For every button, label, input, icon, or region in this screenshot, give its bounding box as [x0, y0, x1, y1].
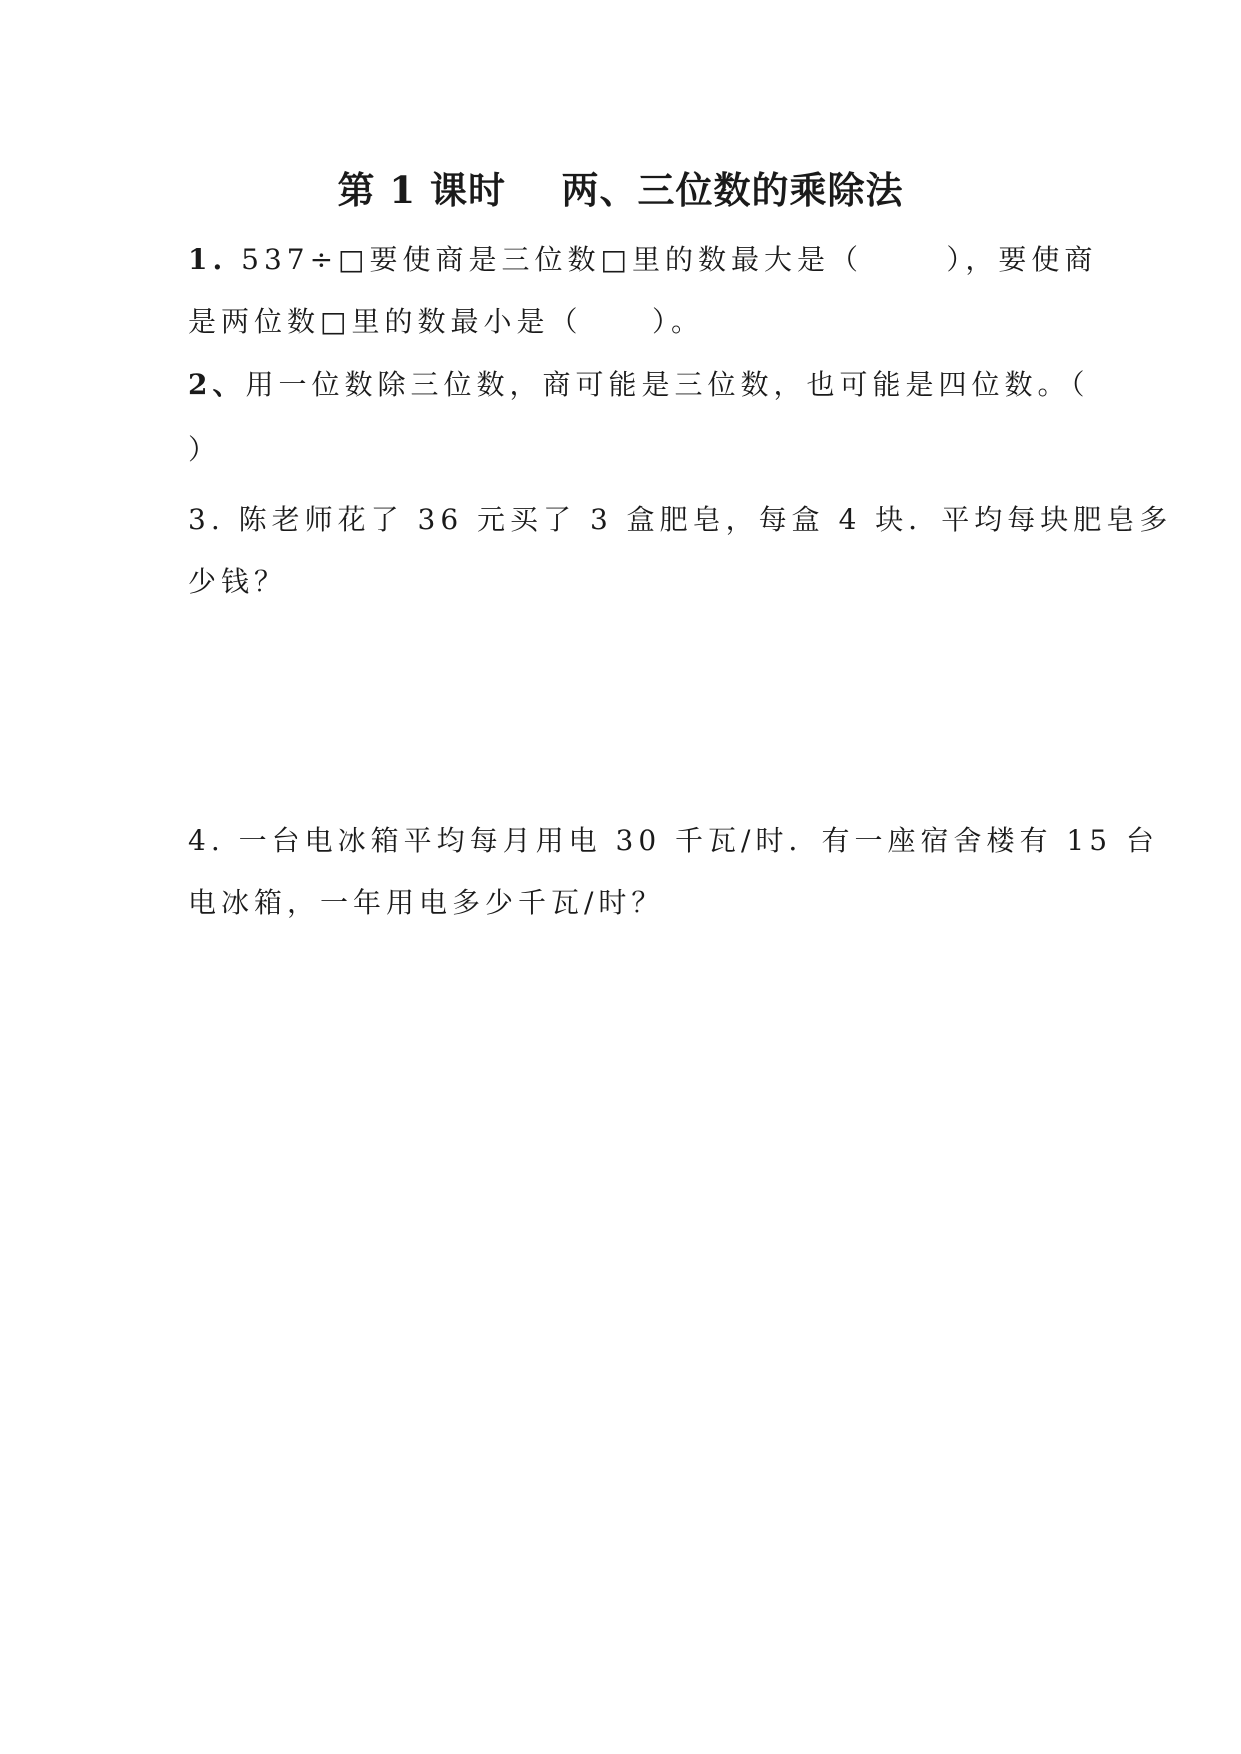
question-3-line-2: 少钱？ [188, 565, 288, 598]
question-3-text-1: 陈老师花了 36 元买了 3 盒肥皂，每盒 4 块．平均每块肥皂多 [224, 503, 1173, 536]
question-4-line-1 [188, 824, 1159, 857]
question-2-text-1: 用一位数除三位数，商可能是三位数，也可能是四位数。（ [245, 368, 1090, 401]
question-1-text-1: 537÷□要使商是三位数□里的数最大是（ ），要使商 [227, 243, 1098, 276]
question-2-number: 2、 [188, 368, 246, 401]
question-3-line-1 [188, 503, 1173, 536]
question-3-number: 3. [188, 503, 225, 536]
question-4-text-1: 一台电冰箱平均每月用电 30 千瓦/时．有一座宿舍楼有 15 台 [224, 824, 1159, 857]
question-4-line-2: 电冰箱，一年用电多少千瓦/时？ [188, 886, 665, 919]
question-1-line-2: 是两位数□里的数最小是（ ）。 [188, 305, 704, 338]
question-4-number: 4. [188, 824, 225, 857]
question-1-line-1 [188, 243, 1098, 276]
question-1-number: 1. [188, 243, 228, 276]
question-2-line-2: ） [188, 433, 222, 466]
page-title: 第 1 课时 两、三位数的乘除法 [337, 168, 904, 212]
question-2-line-1 [188, 368, 1090, 401]
